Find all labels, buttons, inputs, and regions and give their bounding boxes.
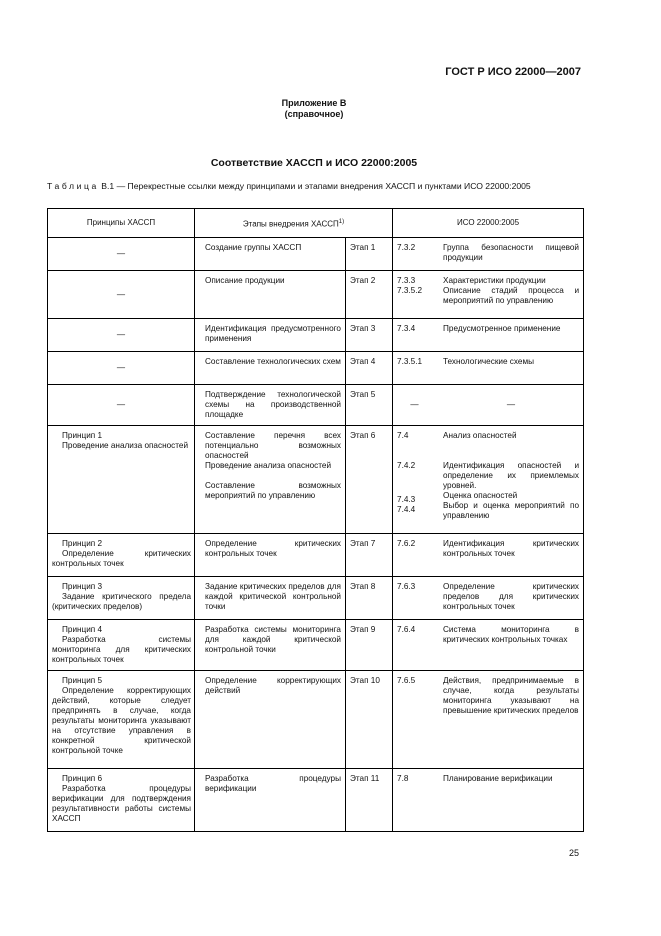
- stage-number: Этап 11: [350, 774, 380, 783]
- stage-text: Задание критических пределов для каждой критической контрольной точки: [205, 582, 341, 611]
- principle-cell: [48, 769, 195, 832]
- table-row: [48, 352, 584, 385]
- appendix-heading: [0, 98, 628, 120]
- appendix-note: (справочное): [284, 109, 344, 119]
- table-row: [48, 534, 584, 577]
- iso-cell: [393, 769, 584, 832]
- iso-clause: 7.6.4: [397, 625, 416, 634]
- stage-cell: [195, 385, 346, 426]
- iso-clause: 7.4: [397, 431, 409, 440]
- page-number: 25: [568, 848, 579, 858]
- stage-text: Составление технологических схем: [205, 357, 341, 366]
- table-caption-label: Таблица: [47, 181, 99, 191]
- stage-cell: [195, 534, 346, 577]
- stage-number: Этап 9: [350, 625, 376, 634]
- stage-number-cell: [346, 319, 393, 352]
- principle-body: Определение критических контрольных точек: [52, 549, 191, 568]
- stage-text: Подтверждение технологической схемы на производственной площадке: [205, 390, 341, 419]
- principle-cell: —: [48, 238, 195, 271]
- stage-cell: [195, 319, 346, 352]
- iso-clause: 7.4.3: [397, 495, 416, 504]
- table-row: [48, 671, 584, 769]
- iso-clause: 7.4.2: [397, 461, 416, 470]
- table-row: [48, 577, 584, 620]
- iso-text: Планирование верификации: [443, 774, 553, 783]
- stage-number-cell: [346, 534, 393, 577]
- document-title: Соответствие ХАССП и ИСО 22000:2005: [210, 157, 418, 169]
- stage-number-cell: [346, 577, 393, 620]
- stage-text: Идентификация предусмотренного применения: [205, 324, 341, 343]
- stage-cell: [195, 620, 346, 671]
- iso-text: Группа безопасности пищевой продукции: [443, 243, 580, 262]
- principle-body: Разработка системы мониторинга для критических контрольных точек: [52, 635, 191, 664]
- iso-text: Предусмотренное применение: [443, 324, 561, 333]
- iso-clause: 7.4.4: [397, 505, 416, 514]
- table-row: [48, 271, 584, 319]
- stage-cell: [195, 671, 346, 769]
- iso-cell: [393, 352, 584, 385]
- iso-text: —: [506, 400, 516, 409]
- stage-number-cell: [346, 238, 393, 271]
- iso-clause: 7.3.4: [397, 324, 416, 333]
- stage-number: Этап 4: [350, 357, 376, 366]
- iso-cell: [393, 319, 584, 352]
- iso-text: Определение критических пределов для критических контрольных точек: [443, 582, 580, 611]
- stage-text: Проведение анализа опасностей: [205, 461, 332, 470]
- iso-clause: 7.6.3: [397, 582, 416, 591]
- stage-number: Этап 1: [350, 243, 376, 252]
- appendix-title: Приложение В: [281, 98, 347, 108]
- stage-cell: [195, 426, 346, 534]
- stage-text: Определение критических контрольных точек: [205, 539, 341, 558]
- table-row: [48, 769, 584, 832]
- header-principles: Принципы ХАССП: [48, 209, 195, 238]
- iso-cell: [393, 271, 584, 319]
- stage-text: Создание группы ХАССП: [205, 243, 302, 252]
- cross-reference-table: [47, 208, 584, 832]
- table-row: [48, 426, 584, 534]
- header-stages-footnote: 1): [338, 218, 345, 225]
- principle-heading: Принцип 2: [62, 539, 103, 548]
- principle-cell: —: [48, 385, 195, 426]
- stage-number: Этап 2: [350, 276, 376, 285]
- stage-number-cell: [346, 385, 393, 426]
- iso-text: Идентификация критических контрольных точек: [443, 539, 580, 558]
- principle-cell: [48, 577, 195, 620]
- principle-body: Разработка процедуры верификации для подтверждения результативности работы системы ХАССП: [52, 784, 191, 823]
- stage-number: Этап 3: [350, 324, 376, 333]
- iso-clause: 7.3.3 7.3.5.2: [397, 276, 423, 295]
- principle-cell: [48, 620, 195, 671]
- stage-number-cell: [346, 620, 393, 671]
- principle-cell: —: [48, 271, 195, 319]
- header-iso: ИСО 22000:2005: [393, 209, 584, 238]
- iso-cell: [393, 577, 584, 620]
- stage-number-cell: [346, 426, 393, 534]
- iso-cell: [393, 385, 584, 426]
- iso-clause: 7.8: [397, 774, 409, 783]
- iso-cell: [393, 238, 584, 271]
- stage-text: Составление перечня всех потенциально возможных опасностей: [205, 431, 341, 460]
- iso-cell: [393, 426, 584, 534]
- stage-number: Этап 8: [350, 582, 376, 591]
- iso-cell: [393, 671, 584, 769]
- iso-clause: 7.3.5.1: [397, 357, 423, 366]
- principle-heading: Принцип 4: [62, 625, 103, 634]
- iso-clause: 7.6.5: [397, 676, 416, 685]
- iso-text: Система мониторинга в критических контрольных точках: [443, 625, 580, 644]
- stage-cell: [195, 577, 346, 620]
- stage-number: Этап 10: [350, 676, 380, 685]
- iso-text: Действия, предпринимаемые в случае, когда результаты мониторинга указывают на превышение критических пределов: [443, 676, 580, 715]
- iso-cell: [393, 534, 584, 577]
- standard-header: ГОСТ Р ИСО 22000—2007: [445, 66, 581, 78]
- stage-text: Определение корректирующих действий: [205, 676, 341, 695]
- principle-heading: Принцип 5: [62, 676, 103, 685]
- stage-cell: [195, 271, 346, 319]
- table-row: [48, 385, 584, 426]
- stage-text: Составление возможных мероприятий по управлению: [205, 481, 341, 500]
- stage-cell: [195, 238, 346, 271]
- stage-number-cell: [346, 671, 393, 769]
- principle-cell: [48, 426, 195, 534]
- table-row: [48, 238, 584, 271]
- principle-cell: [48, 534, 195, 577]
- header-stages-label: Этапы внедрения ХАССП: [242, 219, 339, 229]
- stage-number: Этап 6: [350, 431, 376, 440]
- stage-number: Этап 7: [350, 539, 376, 548]
- iso-clause: 7.6.2: [397, 539, 416, 548]
- iso-text: Характеристики продукции Описание стадий процесса и мероприятий по управлению: [443, 276, 580, 305]
- iso-clause: 7.3.2: [397, 243, 416, 252]
- table-caption-text: В.1 — Перекрестные ссылки между принципами и этапами внедрения ХАССП и пунктами ИСО 22000:2005: [98, 181, 531, 191]
- principle-heading: Принцип 3: [62, 582, 103, 591]
- principle-body: Определение корректирующих действий, которые следует предпринять в случае, когда результаты мониторинга указывают на отсутствие управления в конкретной критической контрольной точке: [52, 686, 191, 755]
- iso-text: Выбор и оценка мероприятий по управлению: [443, 501, 580, 520]
- iso-text: Оценка опасностей: [443, 491, 518, 500]
- principle-body: Задание критического предела (критических пределов): [52, 592, 191, 611]
- iso-text: Технологические схемы: [443, 357, 534, 366]
- stage-text: Разработка системы мониторинга для каждой критической контрольной точки: [205, 625, 341, 654]
- principle-body: Проведение анализа опасностей: [62, 441, 189, 450]
- principle-cell: —: [48, 352, 195, 385]
- iso-text: Идентификация опасностей и определение их приемлемых уровней.: [443, 461, 580, 490]
- header-stages: [195, 209, 393, 238]
- stage-text: Описание продукции: [205, 276, 285, 285]
- iso-text: Анализ опасностей: [443, 431, 517, 440]
- stage-number-cell: [346, 271, 393, 319]
- iso-cell: [393, 620, 584, 671]
- table-row: [48, 620, 584, 671]
- stage-text: Разработка процедуры верификации: [205, 774, 341, 793]
- principle-cell: —: [48, 319, 195, 352]
- iso-clause: —: [410, 400, 419, 409]
- principle-cell: [48, 671, 195, 769]
- table-caption: [47, 181, 587, 192]
- stage-number: Этап 5: [350, 390, 376, 399]
- stage-cell: [195, 769, 346, 832]
- stage-number-cell: [346, 769, 393, 832]
- stage-cell: [195, 352, 346, 385]
- principle-heading: Принцип 6: [62, 774, 103, 783]
- principle-heading: Принцип 1: [62, 431, 103, 440]
- stage-number-cell: [346, 352, 393, 385]
- table-header-row: [48, 209, 584, 238]
- table-row: [48, 319, 584, 352]
